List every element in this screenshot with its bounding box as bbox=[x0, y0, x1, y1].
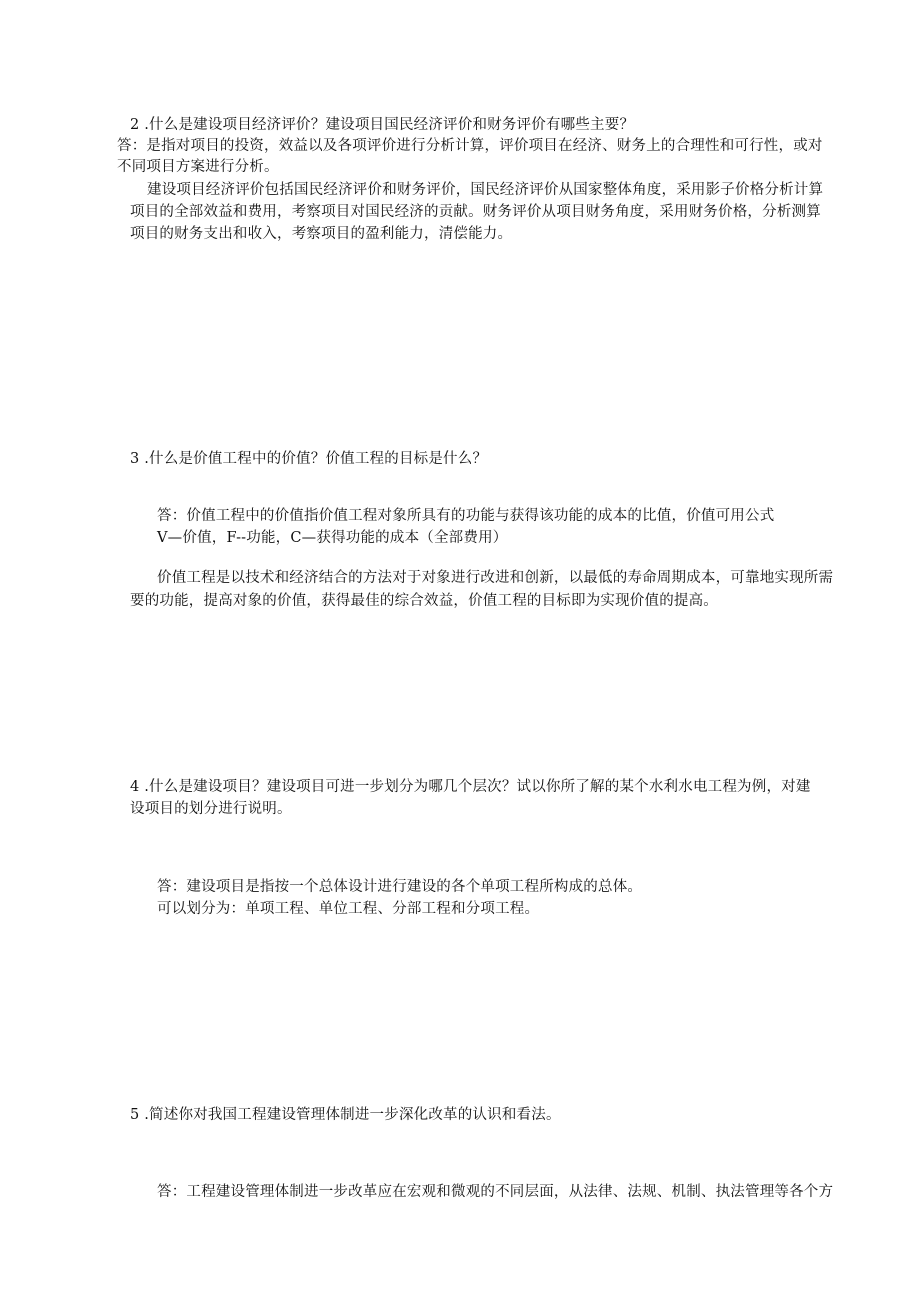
question-5-answer-line: 答：工程建设管理体制进一步改革应在宏观和微观的不同层面，从法律、法规、机制、执法管理等各个方 bbox=[157, 1184, 834, 1200]
question-4-title: 设项目的划分进行说明。 bbox=[130, 801, 292, 817]
question-2-answer-line: 不同项目方案进行分析。 bbox=[117, 159, 279, 175]
question-2-answer-line: 建设项目经济评价包括国民经济评价和财务评价，国民经济评价从国家整体角度，采用影子价格分析计算 bbox=[147, 182, 824, 198]
question-2-answer-line: 项目的财务支出和收入，考察项目的盈利能力，清偿能力。 bbox=[130, 226, 513, 242]
question-2-title: 2 .什么是建设项目经济评价？建设项目国民经济评价和财务评价有哪些主要？ bbox=[130, 117, 635, 133]
question-4-answer-line: 可以划分为：单项工程、单位工程、分部工程和分项工程。 bbox=[157, 901, 540, 917]
question-2-answer-line: 答：是指对项目的投资，效益以及各项评价进行分析计算，评价项目在经济、财务上的合理性和可行性，或对 bbox=[117, 138, 823, 154]
question-4-answer-line: 答：建设项目是指按一个总体设计进行建设的各个单项工程所构成的总体。 bbox=[157, 879, 643, 895]
question-3-answer-line: 要的功能，提高对象的价值，获得最佳的综合效益，价值工程的目标即为实现价值的提高。 bbox=[130, 593, 718, 609]
question-3-answer-line: 价值工程是以技术和经济结合的方法对于对象进行改进和创新，以最低的寿命周期成本，可靠地实现所需 bbox=[157, 570, 834, 586]
question-2-answer-line: 项目的全部效益和费用，考察项目对国民经济的贡献。财务评价从项目财务角度，采用财务价格，分析测算 bbox=[130, 204, 821, 220]
question-5-title: 5 .简述你对我国工程建设管理体制进一步深化改革的认识和看法。 bbox=[130, 1107, 561, 1123]
question-4-title: 4 .什么是建设项目？建设项目可进一步划分为哪几个层次？试以你所了解的某个水利水电工程为例，对建 bbox=[130, 779, 811, 795]
question-3-title: 3 .什么是价值工程中的价值？价值工程的目标是什么？ bbox=[130, 451, 488, 467]
question-3-answer-line: V—价值，F--功能，C—获得功能的成本（全部费用） bbox=[157, 530, 508, 546]
question-3-answer-line: 答：价值工程中的价值指价值工程对象所具有的功能与获得该功能的成本的比值，价值可用公式 bbox=[157, 508, 775, 524]
